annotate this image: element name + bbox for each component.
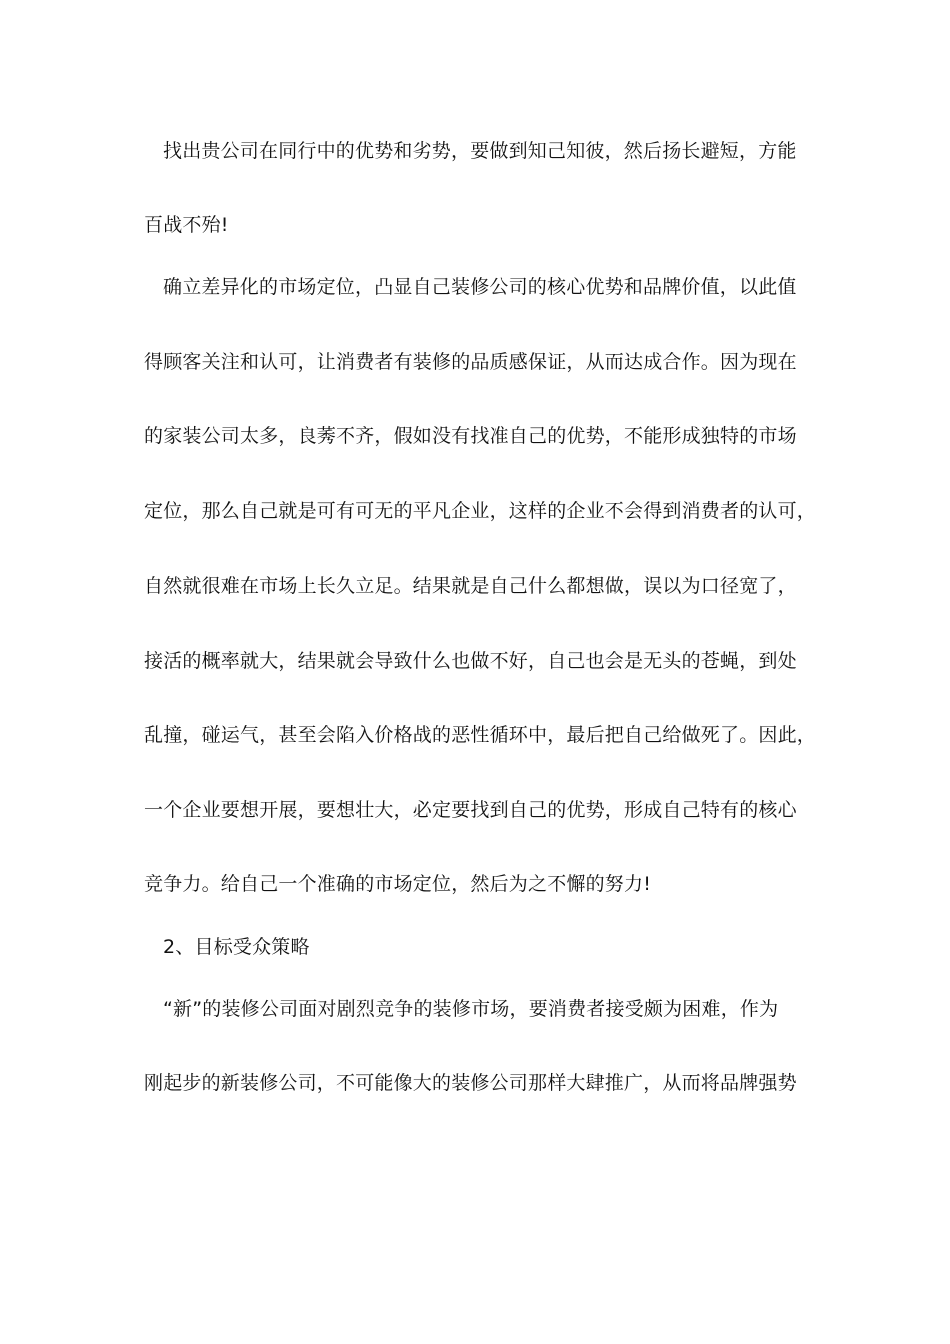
- paragraph-line: 百战不殆!: [144, 214, 229, 236]
- paragraph-line: “新”的装修公司面对剧烈竞争的装修市场，要消费者接受颇为困难，作为: [163, 998, 779, 1020]
- section-heading: 2、目标受众策略: [163, 936, 310, 958]
- paragraph-line: 定位，那么自己就是可有可无的平凡企业，这样的企业不会得到消费者的认可，: [144, 500, 817, 522]
- paragraph-line: 得顾客关注和认可，让消费者有装修的品质感保证，从而达成合作。因为现在: [144, 351, 797, 373]
- paragraph-line: 的家装公司太多，良莠不齐，假如没有找准自己的优势，不能形成独特的市场: [144, 425, 797, 447]
- paragraph-line: 接活的概率就大，结果就会导致什么也做不好，自己也会是无头的苍蝇，到处: [144, 650, 797, 672]
- paragraph-line: 刚起步的新装修公司，不可能像大的装修公司那样大肆推广，从而将品牌强势: [144, 1072, 797, 1094]
- paragraph-line: 自然就很难在市场上长久立足。结果就是自己什么都想做，误以为口径宽了，: [144, 575, 797, 597]
- paragraph-line: 竞争力。给自己一个准确的市场定位，然后为之不懈的努力!: [144, 873, 652, 895]
- paragraph-line: 确立差异化的市场定位，凸显自己装修公司的核心优势和品牌价值，以此值: [163, 276, 797, 298]
- paragraph-line: 乱撞，碰运气，甚至会陷入价格战的恶性循环中，最后把自己给做死了。因此，: [144, 724, 817, 746]
- paragraph-line: 找出贵公司在同行中的优势和劣势，要做到知己知彼，然后扬长避短，方能: [163, 140, 797, 162]
- paragraph-line: 一个企业要想开展，要想壮大，必定要找到自己的优势，形成自己特有的核心: [144, 799, 797, 821]
